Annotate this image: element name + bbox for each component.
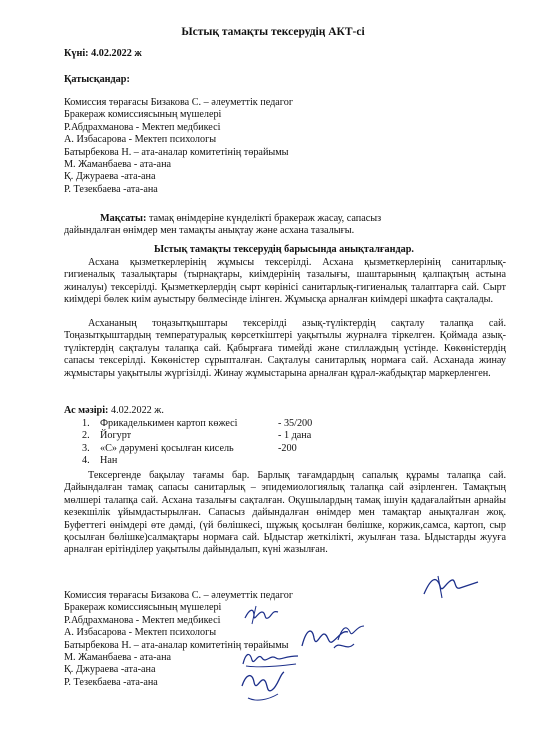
signature-4 <box>334 620 368 646</box>
signatory-line: А. Избасарова - Мектеп психологы <box>64 627 217 639</box>
signatory-line: М. Жаманбаева - ата-ана <box>64 652 172 664</box>
document-title: Ыстық тамақты тексерудің АКТ-сі <box>181 26 365 38</box>
menu-item-number: 4. <box>82 455 90 467</box>
menu-item-name: Нан <box>100 455 118 467</box>
purpose-text: тамақ өнімдеріне күнделікті бракераж жасау, сапасыз <box>146 213 382 224</box>
signatory-line: Р. Тезекбаева -ата-ана <box>64 676 158 688</box>
menu-item-name: «С» дәруменi қосылған кисель <box>100 442 234 454</box>
participant-line: Р.Абдрахманова - Мектеп медбикесі <box>64 121 221 133</box>
paragraph-food-quality: Тексергенде бақылау тағамы бар. Барлық тағамдардың сапалық құрамы талапқа сай. Дайындалған тамақ сапасы санитарлық – эпидемиологиялық талапқа сай әзірленген. Тамақтың мөлшері талапқа сай. Асхана тазалығы сақталған. Оқушылардың тамақ ішуін қадағалайтын арнайы кезекшілік ұйымдастырылған. Сапасыз дайындалған өнімдер мен тамақтар анықталған жоқ. Буфеттегі өнімдері өте дәмді, (үй бөлішкесі, шұжық қосылған бөлішке, коржик,самса, картоп, сыр қосылған бөлішке)салмақтары нормаға сай. Ыдыстар жеткілікті, жуылған таза. Ыдыстарды жууға арналған ерітінділер уақытылы дайындалып, күні жазылған. <box>64 470 506 556</box>
menu-list <box>82 418 482 468</box>
participant-line: Қ. Джураева -ата-ана <box>64 171 156 183</box>
menu-item-quantity: -200 <box>278 442 297 454</box>
participant-line: Р. Тезекбаева -ата-ана <box>64 183 158 195</box>
participant-line: М. Жаманбаева - ата-ана <box>64 159 172 171</box>
purpose-text: дайындалған өнімдер мен тамақты анықтау және асхана тазалығы. <box>64 225 355 237</box>
menu-item-quantity: - 1 дана <box>278 430 312 442</box>
participant-line: А. Избасарова - Мектеп психологы <box>64 134 217 146</box>
signatory-line: Бракераж комиссиясының мүшелері <box>64 602 222 614</box>
menu-item <box>82 455 482 467</box>
menu-item <box>82 418 482 430</box>
participant-line: Батырбекова Н. – ата-аналар комитетінің төрайымы <box>64 146 289 158</box>
signature-1 <box>420 570 482 602</box>
menu-item-number: 2. <box>82 430 90 442</box>
signature-2 <box>242 604 282 626</box>
participant-line: Комиссия төрағасы Бизакова С. – әлеуметтік педагог <box>64 97 294 108</box>
menu-heading <box>64 405 164 417</box>
signatory-line: Батырбекова Н. – ата-аналар комитетінің төрайымы <box>64 639 289 651</box>
menu-date: 4.02.2022 ж. <box>108 405 164 416</box>
purpose-section <box>64 213 504 238</box>
participants-list <box>64 97 293 196</box>
act-date: Күні: 4.02.2022 ж <box>64 48 142 59</box>
participant-line: Бракераж комиссиясының мүшелері <box>64 109 222 121</box>
signatory-line: Комиссия төрағасы Бизакова С. – әлеуметтік педагог <box>64 590 294 601</box>
paragraph-staff-check: Асхана қызметкерлерінің жұмысы тексерілді. Асхана қызметкерлерінің санитарлық-гигиеналық тазалықтары (тырнақтары, киімдерінің тазалығы, шаштарының қалпақтың астына жиналуы) тексерілді. Қызметкерлердің сырт көрінісі санитарлық-гигиеналық талаптарға сай. Сырт киімдері бөлек киім ауыстыру бөлмесінде ілінген. Жұмысқа арналған киімдері шкафта сақталады. <box>64 257 506 306</box>
menu-item <box>82 430 482 442</box>
signatory-line: Р.Абдрахманова - Мектеп медбикесі <box>64 614 221 626</box>
menu-item <box>82 443 482 455</box>
participants-heading: Қатысқандар: <box>64 74 130 85</box>
menu-item-number: 3. <box>82 442 90 454</box>
signatory-line: Қ. Джураева -ата-ана <box>64 664 156 676</box>
menu-item-name: Йогурт <box>100 430 132 442</box>
signature-6 <box>238 664 290 706</box>
menu-item-name: Фрикаделькимен картоп көжесі <box>100 418 238 429</box>
menu-item-number: 1. <box>82 418 90 429</box>
findings-heading: Ыстық тамақты тексерудің барысында анықталғандар. <box>154 244 414 255</box>
menu-item-quantity: - 35/200 <box>278 418 313 429</box>
menu-label: Ас мәзірі: <box>64 405 109 416</box>
paragraph-storage-check: Асхананың тоңазытқыштары тексерілді азық-түліктердің сақталу талапқа сай. Тоңазытқыштардың температуралық көрсеткіштері уақытылы журналға тіркелген. Қоймада азық-түліктердің сақталуы талапқа сай. Қабырғаға тимейді және стиллаждың үстінде. Көкөністердің сапасы тексерілді. Көкөністер сұрыпталған. Сақталуы санитарлық нормаға сай. Асханада жинау жұмыстары уақытылы жүргізілді. Жинау жұмыстарына арналған құрал-жабдықтар маркерленген. <box>64 318 506 379</box>
purpose-label: Мақсаты: <box>100 213 147 224</box>
